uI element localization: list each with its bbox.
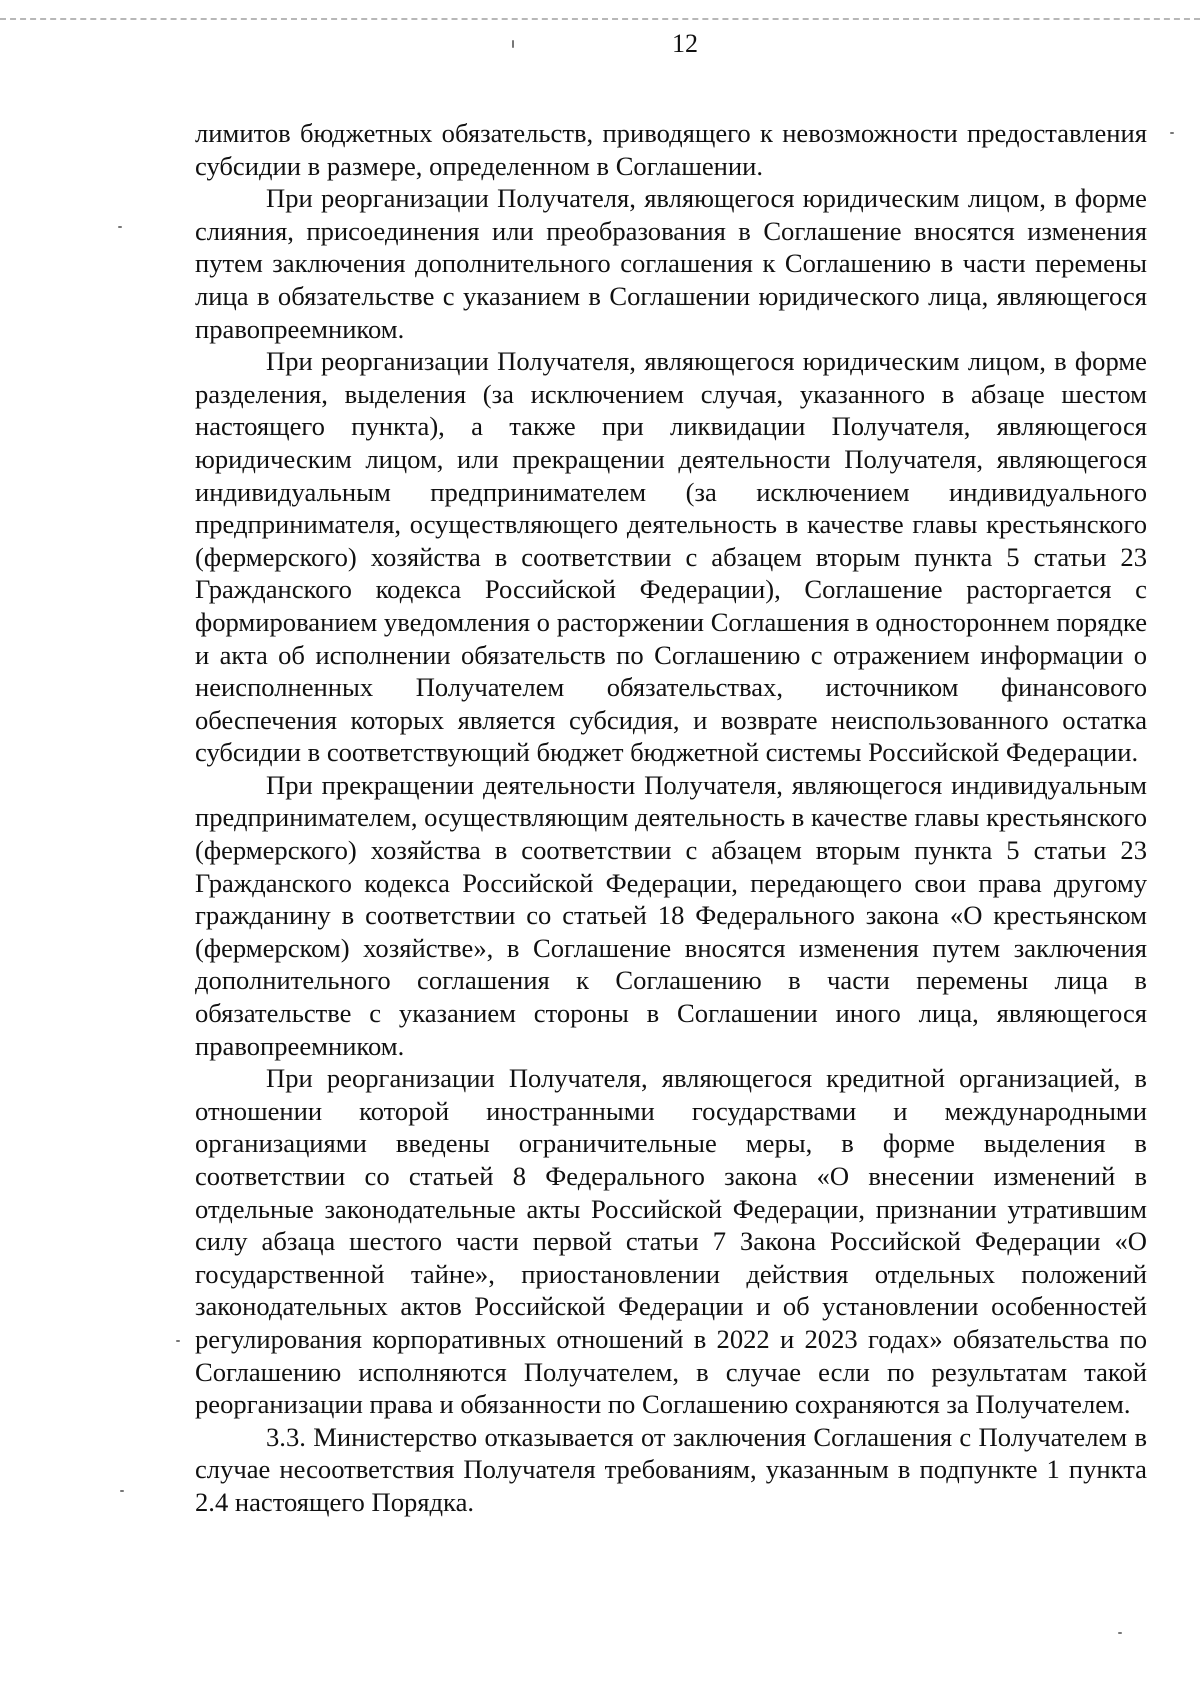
paragraph-clause-3-3: 3.3. Министерство отказывается от заключения Соглашения с Получателем в случае несоответствия Получателя требованиям, указанным в подпункте 1 пункта 2.4 настоящего Порядка. xyxy=(195,1421,1147,1517)
scan-speck xyxy=(120,1490,124,1492)
page-number: 12 xyxy=(672,29,698,58)
paragraph-continuation: лимитов бюджетных обязательств, приводящего к невозможности предоставления субсидии в размере, определенном в Соглашении. xyxy=(195,118,1147,181)
scan-speck xyxy=(118,226,122,228)
scan-speck xyxy=(512,40,514,48)
paragraph-credit-organization: При реорганизации Получателя, являющегося кредитной организацией, в отношении которой иностранными государствами и международными организациями введены ограничительные меры, в форме выделения в соответствии со статьей 8 Федерального закона «О внесении изменений в отдельные законодательные акты Российской Федерации, признании утратившим силу абзаца шестого части первой статьи 7 Закона Российской Федерации «О государственной тайне», приостановлении действия отдельных положений законодательных актов Российской Федерации и об установлении особенностей регулирования корпоративных отношений в 2022 и 2023 годах» обязательства по Соглашению исполняются Получателем, в случае если по результатам такой реорганизации права и обязанности по Соглашению сохраняются за Получателем. xyxy=(195,1063,1147,1420)
paragraph-reorganization-merger: При реорганизации Получателя, являющегося юридическим лицом, в форме слияния, присоединения или преобразования в Соглашение вносятся изменения путем заключения дополнительного соглашения к Соглашению в части перемены лица в обязательстве с указанием в Соглашении юридического лица, являющегося правопреемником. xyxy=(195,183,1147,344)
document-body xyxy=(195,117,1147,1519)
scan-speck xyxy=(1118,1632,1122,1634)
paragraph-reorganization-division: При реорганизации Получателя, являющегося юридическим лицом, в форме разделения, выделения (за исключением случая, указанного в абзаце шестом настоящего пункта), а также при ликвидации Получателя, являющегося юридическим лицом, или прекращении деятельности Получателя, являющегося индивидуальным предпринимателем (за исключением индивидуального предпринимателя, осуществляющего деятельность в качестве главы крестьянского (фермерского) хозяйства в соответствии с абзацем вторым пункта 5 статьи 23 Гражданского кодекса Российской Федерации), Соглашение расторгается с формированием уведомления о расторжении Соглашения в одностороннем порядке и акта об исполнении обязательств по Соглашению с отражением информации о неисполненных Получателем обязательствах, источником финансового обеспечения которых является субсидия, и возврате неиспользованного остатка субсидии в соответствующий бюджет бюджетной системы Российской Федерации. xyxy=(195,346,1147,768)
scan-speck xyxy=(176,1340,180,1342)
paragraph-farm-termination: При прекращении деятельности Получателя, являющегося индивидуальным предпринимателем, осуществляющим деятельность в качестве главы крестьянского (фермерского) хозяйства в соответствии с абзацем вторым пункта 5 статьи 23 Гражданского кодекса Российской Федерации, передающего свои права другому гражданину в соответствии со статьей 18 Федерального закона «О крестьянском (фермерском) хозяйстве», в Соглашение вносятся изменения путем заключения дополнительного соглашения к Соглашению в части перемены лица в обязательстве с указанием стороны в Соглашении иного лица, являющегося правопреемником. xyxy=(195,769,1147,1061)
scan-edge-line xyxy=(0,18,1200,20)
scan-speck xyxy=(1170,132,1174,134)
